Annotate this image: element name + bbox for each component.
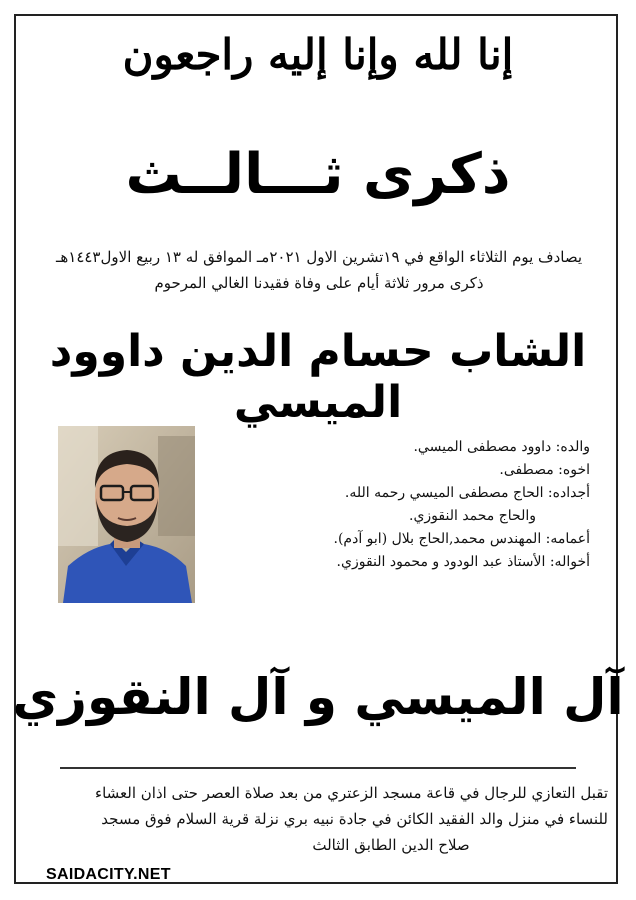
deceased-name: الشاب حسام الدين داوود الميسي <box>49 326 587 428</box>
family-father: والده: داوود مصطفى الميسي. <box>413 439 590 455</box>
family-grandfather-second: والحاج محمد النقوزي. <box>409 508 536 524</box>
condolences-men-line: تقبل التعازي للرجال في قاعة مسجد الزعتري من بعد صلاة العصر حتى اذان العشاء <box>95 784 608 802</box>
family-grandfathers: أجداده: الحاج مصطفى الميسي رحمه الله. <box>344 485 590 501</box>
announcement-remembrance-line: ذكرى مرور ثلاثة أيام على وفاة فقيدنا الغالي المرحوم <box>154 274 484 292</box>
condolences-address-line: صلاح الدين الطابق الثالث <box>312 836 470 854</box>
deceased-photo <box>58 426 195 603</box>
site-watermark: SAIDACITY.NET <box>46 866 171 883</box>
divider-line <box>60 767 576 769</box>
family-uncles-maternal: أخواله: الأستاذ عبد الودود و محمود النقوزي. <box>336 554 590 570</box>
condolences-info <box>34 780 608 858</box>
portrait-image <box>58 426 195 603</box>
family-brother: اخوه: مصطفى. <box>499 462 590 478</box>
condolences-women-line: للنساء في منزل والد الفقيد الكائن في جادة نبيه بري نزلة قرية السلام فوق مسجد <box>101 810 608 828</box>
quran-verse-heading: إنا لله وإنا إليه راجعون <box>122 30 514 79</box>
family-list <box>220 436 590 574</box>
family-uncles-paternal: أعمامه: المهندس محمد,الحاج بلال (ابو آدم). <box>333 531 590 547</box>
families-heading: آل الميسي و آل النقوزي <box>12 668 624 726</box>
announcement-date-line: يصادف يوم الثلاثاء الواقع في ١٩تشرين الاول ٢٠٢١مـ الموافق له ١٣ ربيع الاول١٤٤٣هـ <box>55 248 583 266</box>
page-title: ذكرى ثـــالــث <box>125 142 511 207</box>
